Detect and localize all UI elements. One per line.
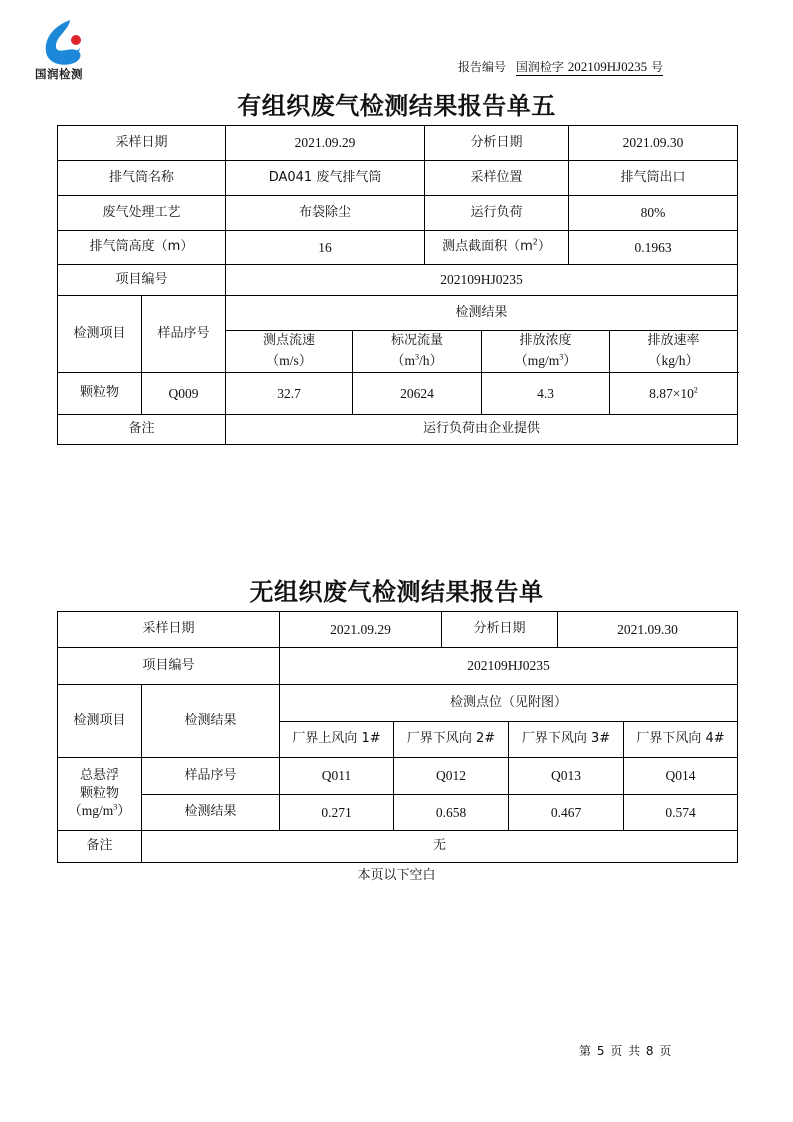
organized-emission-table: [57, 125, 738, 445]
value-2: 0.658: [394, 795, 509, 831]
unit-text: （mg/m: [68, 803, 114, 819]
superscript: 3: [559, 352, 564, 362]
sample-no-1: Q011: [280, 758, 394, 795]
project-no-label: 项目编号: [58, 648, 280, 685]
unit-text: （mg/m: [514, 353, 560, 369]
tsp-name-line1: 总悬浮: [79, 768, 119, 784]
analysis-date-label: 分析日期: [425, 126, 569, 161]
report-number: [458, 58, 663, 75]
table-row: [58, 196, 738, 231]
remark-label: 备注: [58, 831, 142, 863]
values-label: 检测结果: [142, 795, 280, 831]
fugitive-title: 无组织废气检测结果报告单: [249, 577, 544, 606]
table-row: [58, 415, 738, 445]
tsp-unit: [58, 802, 141, 820]
table-row: [58, 126, 738, 161]
remark-value: 运行负荷由企业提供: [226, 415, 738, 445]
result-header: 检测结果: [142, 685, 280, 758]
stack-height-label: 排气筒高度（m）: [58, 231, 226, 265]
value-1: 0.271: [280, 795, 394, 831]
sampling-date-label: 采样日期: [58, 612, 280, 648]
table-row: [58, 831, 738, 863]
table-row: [58, 161, 738, 196]
load-value: 80%: [569, 196, 738, 231]
logo-text: 国润检测: [35, 67, 83, 81]
section-area-label: [425, 231, 569, 265]
points-header: 检测点位（见附图）: [280, 685, 738, 722]
item-header: 检测项目: [58, 296, 142, 373]
section-area-value: 0.1963: [569, 231, 738, 265]
sample-no-4: Q014: [624, 758, 738, 795]
remark-value: 无: [142, 831, 738, 863]
column-unit: [482, 351, 609, 371]
table-row: [58, 758, 738, 795]
analysis-date-value: 2021.09.30: [558, 612, 738, 648]
column-name: 排放速率: [647, 333, 700, 349]
sampling-date-label: 采样日期: [58, 126, 226, 161]
unit-text: /h）: [419, 353, 444, 369]
column-unit: [610, 351, 737, 371]
report-number-label: 报告编号: [458, 60, 507, 74]
blank-below-note: 本页以下空白: [357, 868, 436, 883]
report-number-suffix: 号: [650, 60, 663, 74]
sampling-location-value: 排气筒出口: [569, 161, 738, 196]
point-2-header: 厂界下风向 2#: [394, 722, 509, 758]
superscript: 2: [532, 237, 538, 247]
analysis-date-label: 分析日期: [442, 612, 558, 648]
report-number-prefix: 国润检字: [515, 60, 564, 74]
remark-label: 备注: [58, 415, 226, 445]
section-area-label-text: 测点截面积（m: [442, 239, 533, 255]
load-label: 运行负荷: [425, 196, 569, 231]
rate-base: 8.87×10: [649, 385, 694, 401]
sample-no-3: Q013: [509, 758, 624, 795]
flow-header: [353, 331, 482, 373]
table-row: [58, 685, 738, 722]
item-header: 检测项目: [58, 685, 142, 758]
rate-exponent: 2: [693, 385, 698, 395]
unit-text: （m/s）: [265, 353, 313, 369]
result-flow: 20624: [353, 373, 482, 415]
value-3: 0.467: [509, 795, 624, 831]
sampling-location-label: 采样位置: [425, 161, 569, 196]
stack-name-label: 排气筒名称: [58, 161, 226, 196]
point-4-header: 厂界下风向 4#: [624, 722, 738, 758]
point-1-header: 厂界上风向 1#: [280, 722, 394, 758]
analysis-date-value: 2021.09.30: [569, 126, 738, 161]
point-3-header: 厂界下风向 3#: [509, 722, 624, 758]
velocity-header: [226, 331, 353, 373]
treatment-value: 布袋除尘: [226, 196, 425, 231]
project-no-value: 202109HJ0235: [226, 265, 738, 296]
sampling-date-value: 2021.09.29: [226, 126, 425, 161]
tsp-item: [58, 758, 142, 831]
logo-mark-icon: [36, 18, 92, 70]
report-number-value: [516, 60, 663, 76]
table-row: [58, 231, 738, 265]
unit-text: ）: [563, 353, 577, 369]
unit-text: （m: [391, 353, 416, 369]
project-no-label: 项目编号: [58, 265, 226, 296]
column-unit: [226, 351, 352, 371]
superscript: 3: [113, 802, 118, 812]
organized-title: 有组织废气检测结果报告单五: [237, 91, 556, 120]
table-row: [58, 373, 738, 415]
sample-no-2: Q012: [394, 758, 509, 795]
column-unit: [353, 351, 481, 371]
column-name: 排放浓度: [519, 333, 572, 349]
rate-header: [610, 331, 738, 373]
result-concentration: 4.3: [482, 373, 610, 415]
column-name: 测点流速: [263, 333, 316, 349]
table-row: [58, 648, 738, 685]
report-number-code: 202109HJ0235: [567, 59, 648, 74]
treatment-label: 废气处理工艺: [58, 196, 226, 231]
superscript: 3: [415, 352, 420, 362]
project-no-value: 202109HJ0235: [280, 648, 738, 685]
result-item: 颗粒物: [58, 373, 142, 415]
table-row: [58, 296, 738, 331]
concentration-header: [482, 331, 610, 373]
sampling-date-value: 2021.09.29: [280, 612, 442, 648]
section-area-label-close: ）: [537, 239, 551, 255]
result-velocity: 32.7: [226, 373, 353, 415]
stack-height-value: 16: [226, 231, 425, 265]
fugitive-emission-table: [57, 611, 738, 863]
table-row: [58, 795, 738, 831]
unit-text: ）: [117, 803, 131, 819]
stack-name-value: DA041 废气排气筒: [226, 161, 425, 196]
table-row: [58, 265, 738, 296]
value-4: 0.574: [624, 795, 738, 831]
results-header: 检测结果: [226, 296, 738, 331]
column-name: 标况流量: [391, 333, 444, 349]
table-row: [58, 612, 738, 648]
sample-no-header: 样品序号: [142, 296, 226, 373]
page-number: 第 5 页 共 8 页: [579, 1044, 672, 1058]
unit-text: （kg/h）: [648, 353, 700, 369]
result-sample-no: Q009: [142, 373, 226, 415]
tsp-name-line2: 颗粒物: [79, 785, 119, 801]
sample-no-label: 样品序号: [142, 758, 280, 795]
result-rate: [610, 373, 738, 415]
